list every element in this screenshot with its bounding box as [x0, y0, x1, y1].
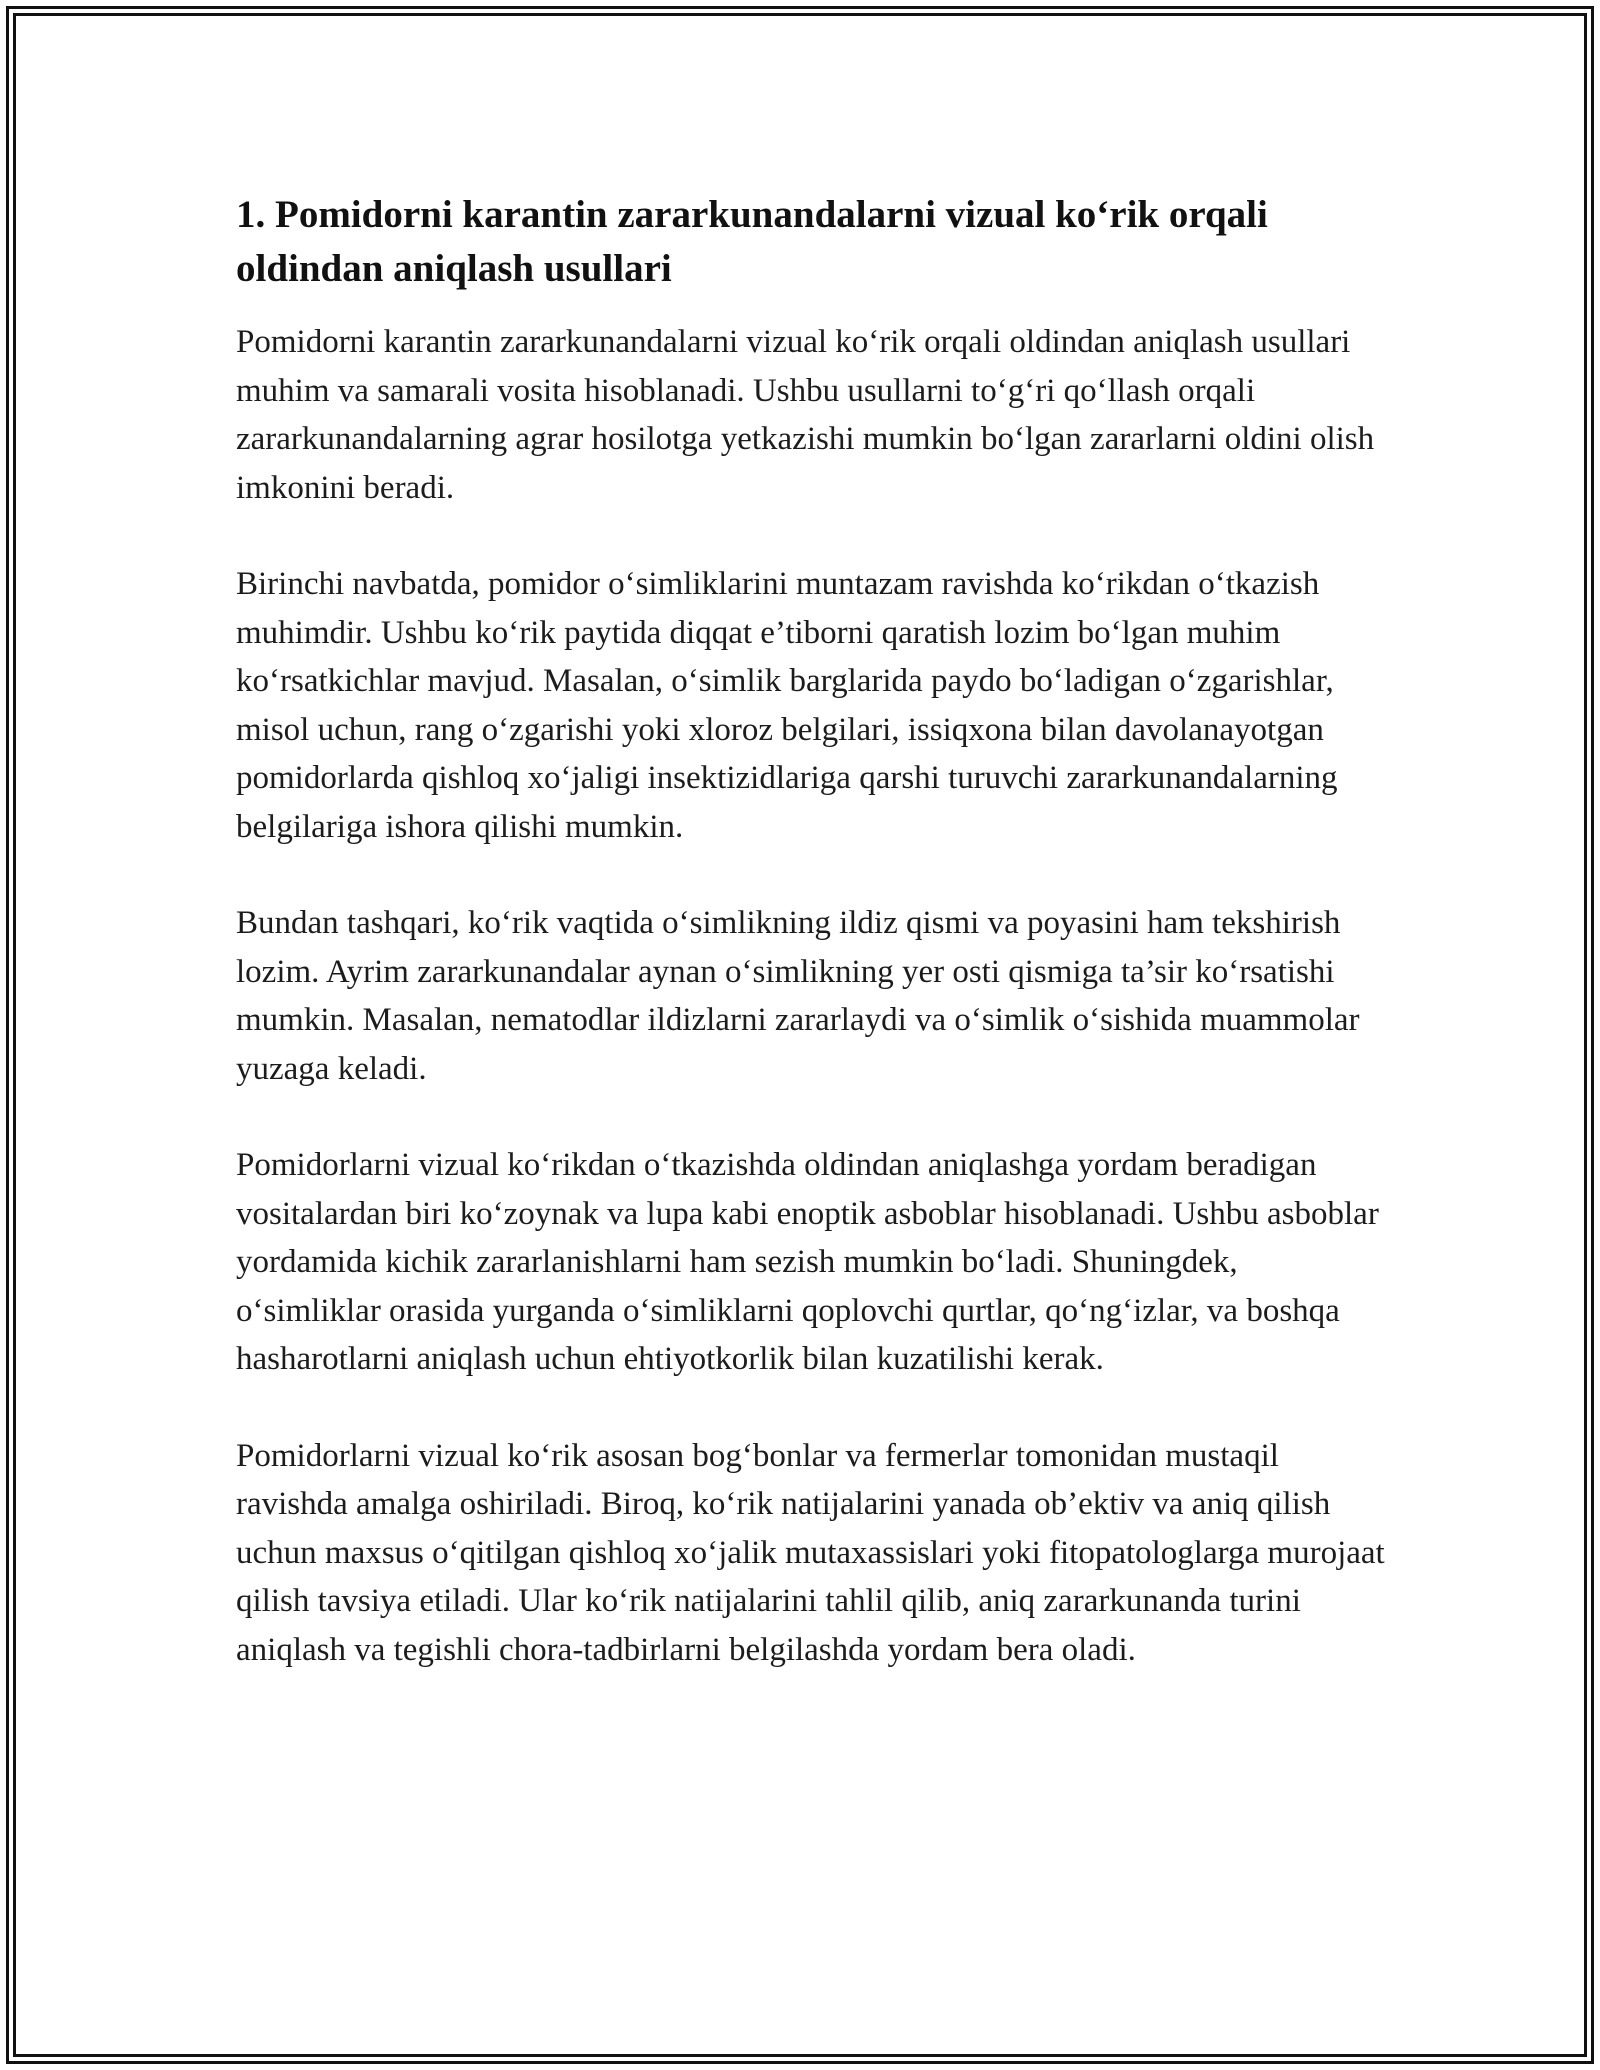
paragraph-specialists: Pomidorlarni vizual ko‘rik asosan bog‘bonlar va fermerlar tomonidan mustaqil ravishda amalga oshiriladi. Biroq, ko‘rik natijalarini yanada ob’ektiv va aniq qilish uchun maxsus o‘qitilgan qishloq xo‘jalik mutaxassislari yoki fitopatologlarga murojaat qilish tavsiya etiladi. Ular ko‘rik natijalarini tahlil qilib, aniq zararkunanda turini aniqlash va tegishli chora-tadbirlarni belgilashda yordam bera oladi. [236, 1437, 1385, 1668]
paragraph-root-and-stem: Bundan tashqari, ko‘rik vaqtida o‘simlikning ildiz qismi va poyasini ham tekshirish lozim. Ayrim zararkunandalar aynan o‘simlikning yer osti qismiga ta’sir ko‘rsatishi mumkin. Masalan, nematodlar ildizlarni zararlaydi va o‘simlik o‘sishida muammolar yuzaga keladi. [236, 905, 1360, 1087]
section-heading: 1. Pomidorni karantin zararkunandalarni vizual ko‘rik orqali oldindan aniqlash usullari [236, 193, 1268, 290]
paragraph-optical-tools: Pomidorlarni vizual ko‘rikdan o‘tkazishda oldindan aniqlashga yordam beradigan vositalardan biri ko‘zoynak va lupa kabi enoptik asboblar hisoblanadi. Ushbu asboblar yordamida kichik zararlanishlarni ham sezish mumkin bo‘ladi. Shuningdek, o‘simliklar orasida yurganda o‘simliklarni qoplovchi qurtlar, qo‘ng‘izlar, va boshqa hasharotlarni aniqlash uchun ehtiyotkorlik bilan kuzatilishi kerak. [236, 1147, 1379, 1377]
document-body [236, 188, 1386, 1722]
paragraph-intro: Pomidorni karantin zararkunandalarni vizual ko‘rik orqali oldindan aniqlash usullari muhim va samarali vosita hisoblanadi. Ushbu usullarni to‘g‘ri qo‘llash orqali zararkunandalarning agrar hosilotga yetkazishi mumkin bo‘lgan zararlarni oldini olish imkonini beradi. [236, 324, 1375, 506]
paragraph-regular-inspection: Birinchi navbatda, pomidor o‘simliklarini muntazam ravishda ko‘rikdan o‘tkazish muhimdir. Ushbu ko‘rik paytida diqqat e’tiborni qaratish lozim bo‘lgan muhim ko‘rsatkichlar mavjud. Masalan, o‘simlik barglarida paydo bo‘ladigan o‘zgarishlar, misol uchun, rang o‘zgarishi yoki xloroz belgilari, issiqxona bilan davolanayotgan pomidorlarda qishloq xo‘jaligi insektizidlariga qarshi turuvchi zararkunandalarning belgilariga ishora qilishi mumkin. [236, 566, 1338, 845]
